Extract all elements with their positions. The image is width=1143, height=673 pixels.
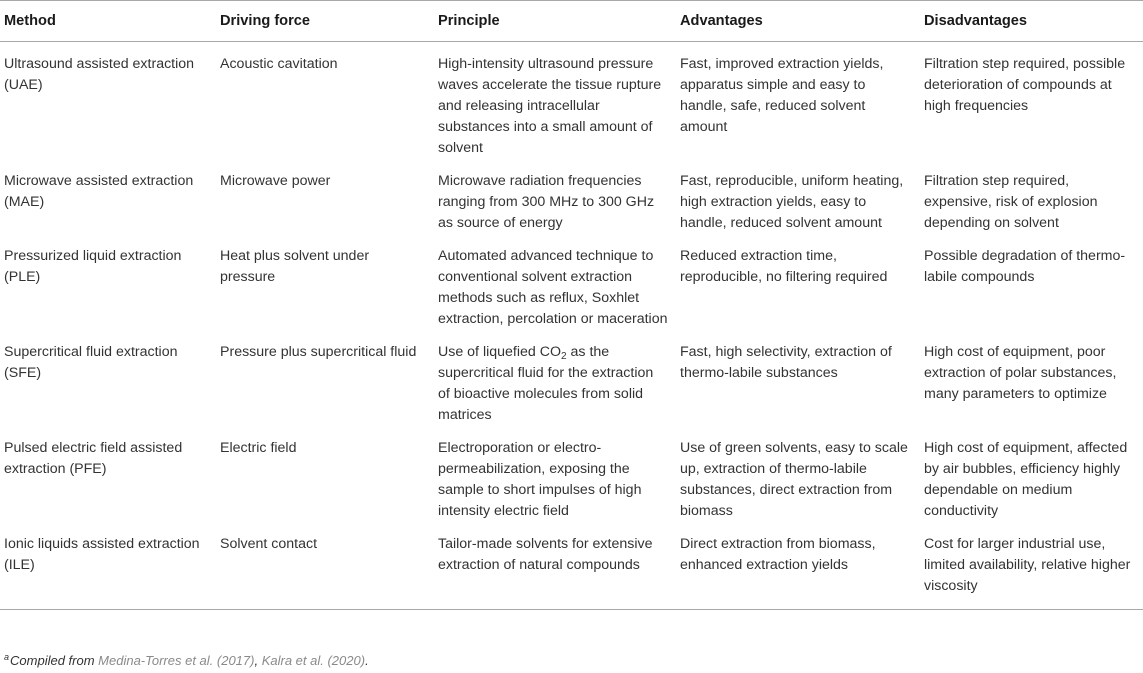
cell-method: Pulsed electric field assisted extraction (PFE) xyxy=(4,440,183,477)
cell-disadvantages: High cost of equipment, affected by air bubbles, efficiency highly dependable on medium conductivity xyxy=(924,440,1128,519)
cell-principle: Automated advanced technique to conventional solvent extraction methods such as reflux, Soxhlet extraction, percolation or maceration xyxy=(438,248,668,327)
cell-advantages: Use of green solvents, easy to scale up, extraction of thermo-labile substances, direct extraction from biomass xyxy=(680,440,908,519)
column-header-principle: Principle xyxy=(434,1,676,42)
cell-method: Microwave assisted extraction (MAE) xyxy=(4,173,194,210)
principle-text-part: Use of liquefied CO xyxy=(438,344,562,360)
table-row xyxy=(0,330,1143,426)
table-row xyxy=(0,42,1143,160)
cell-principle xyxy=(434,330,676,426)
cell-disadvantages: Possible degradation of thermo-labile compounds xyxy=(924,248,1126,285)
table-row xyxy=(0,234,1143,330)
footnote-marker: a xyxy=(4,652,10,662)
cell-principle: Microwave radiation frequencies ranging from 300 MHz to 300 GHz as source of energy xyxy=(438,173,655,231)
cell-driving-force: Microwave power xyxy=(220,173,331,189)
cell-method: Ionic liquids assisted extraction (ILE) xyxy=(0,522,216,610)
cell-method: Supercritical fluid extraction (SFE) xyxy=(4,344,178,381)
table-row xyxy=(0,522,1143,610)
column-header-driving-force: Driving force xyxy=(216,1,434,42)
cell-advantages: Fast, improved extraction yields, apparatus simple and easy to handle, safe, reduced solvent amount xyxy=(680,56,884,135)
table-row xyxy=(0,426,1143,522)
table-footnote xyxy=(4,652,369,668)
column-header-disadvantages: Disadvantages xyxy=(920,1,1143,42)
cell-disadvantages: Filtration step required, possible deterioration of compounds at high frequencies xyxy=(924,56,1126,114)
cell-advantages: Reduced extraction time, reproducible, no filtering required xyxy=(680,248,888,285)
cell-driving-force: Acoustic cavitation xyxy=(220,56,338,72)
cell-principle: Tailor-made solvents for extensive extraction of natural compounds xyxy=(434,522,676,610)
cell-driving-force: Electric field xyxy=(220,440,297,456)
reference-link-medina-torres[interactable]: Medina-Torres et al. (2017) xyxy=(98,653,255,668)
cell-disadvantages: Cost for larger industrial use, limited availability, relative higher viscosity xyxy=(920,522,1143,610)
table-row xyxy=(0,159,1143,234)
cell-disadvantages: Filtration step required, expensive, risk of explosion depending on solvent xyxy=(924,173,1098,231)
column-header-advantages: Advantages xyxy=(676,1,920,42)
footnote-separator: , xyxy=(254,653,262,668)
cell-driving-force: Heat plus solvent under pressure xyxy=(220,248,370,285)
cell-disadvantages: High cost of equipment, poor extraction of polar substances, many parameters to optimize xyxy=(924,344,1117,402)
cell-principle: High-intensity ultrasound pressure waves accelerate the tissue rupture and releasing intracellular substances into a small amount of solvent xyxy=(438,56,662,156)
cell-advantages: Fast, reproducible, uniform heating, high extraction yields, easy to handle, reduced solvent amount xyxy=(680,173,904,231)
reference-link-kalra[interactable]: Kalra et al. (2020) xyxy=(261,653,366,668)
cell-advantages: Fast, high selectivity, extraction of thermo-labile substances xyxy=(680,344,892,381)
cell-principle: Electroporation or electro-permeabilization, exposing the sample to short impulses of high intensity electric field xyxy=(438,440,642,519)
footnote-suffix: . xyxy=(365,653,369,668)
principle-text-part: as the supercritical fluid for the extraction of bioactive molecules from solid matrices xyxy=(438,344,654,423)
footnote-prefix: Compiled from xyxy=(10,653,99,668)
cell-driving-force: Solvent contact xyxy=(216,522,434,610)
cell-method: Ultrasound assisted extraction (UAE) xyxy=(4,56,195,93)
column-header-method: Method xyxy=(0,1,216,42)
cell-method: Pressurized liquid extraction (PLE) xyxy=(4,248,182,285)
subscript-two: 2 xyxy=(561,351,567,362)
cell-advantages: Direct extraction from biomass, enhanced extraction yields xyxy=(676,522,920,610)
cell-driving-force: Pressure plus supercritical fluid xyxy=(220,344,417,360)
table-header-row xyxy=(0,1,1143,42)
